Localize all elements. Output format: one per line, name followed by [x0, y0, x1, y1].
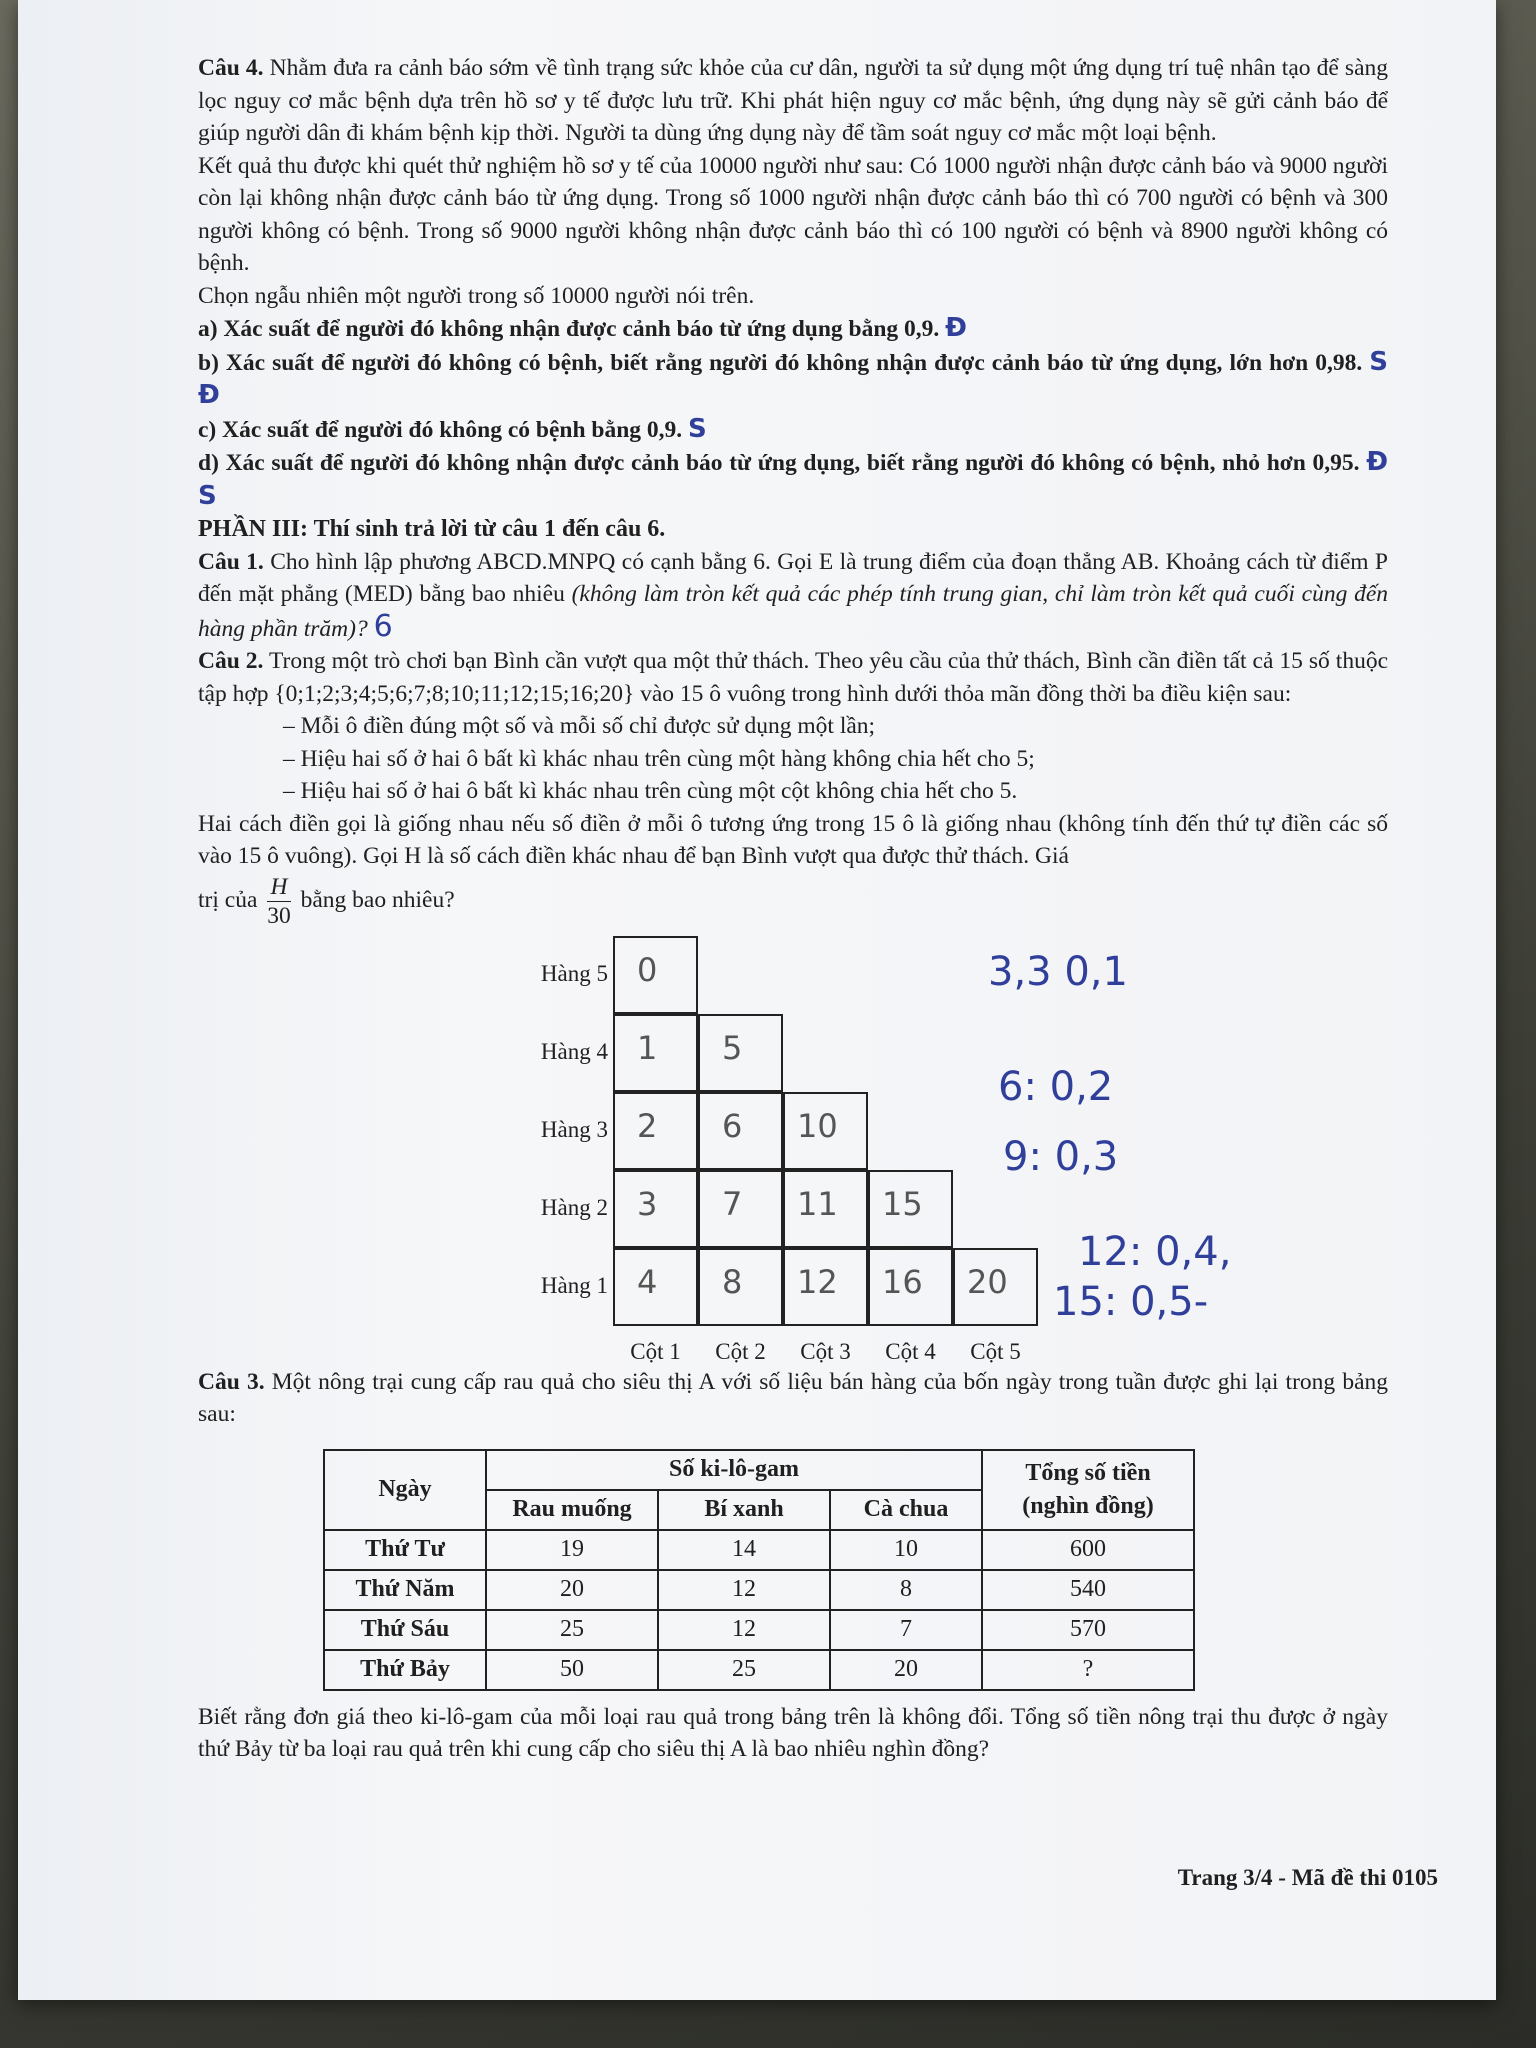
th-item-2: Bí xanh — [658, 1490, 830, 1530]
q2-condition-3: – Hiệu hai số ở hai ô bất kì khác nhau trên cùng một cột không chia hết cho 5. — [283, 778, 1018, 804]
q2-text: Câu 2. Trong một trò chơi bạn Bình cần vượt qua một thử thách. Theo yêu cầu của thử thách, Bình cần điền tất cả 15 số thuộc tập hợp {0;1;2;3;4;5;6;7;8;10;11;12;15;16;20} vào 15 ô vuông trong hình dưới thỏa mãn đồng thời ba điều kiện sau: — [198, 648, 1388, 707]
q1-text: Câu 1. Cho hình lập phương ABCD.MNPQ có cạnh bằng 6. Gọi E là trung điểm của đoạn thẳng AB. Khoảng cách từ điểm P đến mặt phẳng (MED) bằng bao nhiêu (không làm tròn kết quả các phép tính trung gian, chỉ làm tròn kết quả cuối cùng đến hàng phần trăm)? 6 — [198, 548, 1389, 644]
handwritten-mark-d: Đ S — [198, 447, 1389, 511]
cell-r2-c4: 15 — [868, 1170, 953, 1248]
q4-data: Kết quả thu được khi quét thử nghiệm hồ sơ y tế của 10000 người như sau: Có 1000 người nhận được cảnh báo và 9000 người còn lại không nhận được cảnh báo từ ứng dụng. Trong số 1000 người nhận được cảnh báo thì có 700 người có bệnh và 300 người không có bệnh. Trong số 9000 người không nhận được cảnh báo thì có 100 người có bệnh và 8900 người không có bệnh. — [198, 152, 1388, 276]
col-label-1: Cột 1 — [630, 1338, 681, 1364]
row-label-2: Hàng 2 — [540, 1194, 608, 1220]
row-label-1: Hàng 1 — [540, 1272, 608, 1298]
cell-r1-c4: 16 — [868, 1248, 953, 1326]
th-total: Tổng số tiền (nghìn đồng) — [982, 1450, 1194, 1530]
th-item-1: Rau muống — [486, 1490, 658, 1530]
table-row: Thứ Tư 19 14 10 600 — [324, 1530, 1194, 1570]
cell-r1-c1: 4 — [613, 1248, 698, 1326]
table-row: Thứ Sáu 25 12 7 570 — [324, 1610, 1194, 1650]
q4-item-b: b) Xác suất để người đó không có bệnh, biết rằng người đó không nhận được cảnh báo từ ứng dụng, lớn hơn 0,98. S Đ — [198, 346, 1389, 410]
fraction-h-over-30: $\frac{H}{30}$ — [267, 873, 291, 929]
q4-intro: Câu 4. Nhằm đưa ra cảnh báo sớm về tình trạng sức khỏe của cư dân, người ta sử dụng một ứng dụng trí tuệ nhân tạo để sàng lọc nguy cơ mắc bệnh dựa trên hồ sơ y tế được lưu trữ. Khi phát hiện nguy cơ mắc bệnh, ứng dụng này sẽ gửi cảnh báo để giúp người dân đi khám bệnh kịp thời. Người ta dùng ứng dụng này để tầm soát nguy cơ mắc một loại bệnh. — [198, 55, 1389, 146]
handwritten-note-1: 3,3 0,1 — [988, 948, 1128, 995]
q2-condition-2: – Hiệu hai số ở hai ô bất kì khác nhau trên cùng một hàng không chia hết cho 5; — [283, 745, 1035, 772]
handwritten-mark-b: S Đ — [198, 346, 1389, 410]
handwritten-mark-c: S — [688, 413, 707, 444]
handwritten-note-2: 6: 0,2 — [998, 1063, 1114, 1110]
page-content — [198, 52, 1438, 1890]
handwritten-answer-q1: 6 — [373, 608, 393, 644]
q4-item-c: c) Xác suất để người đó không có bệnh bằng 0,9. S — [198, 413, 707, 444]
q2-text3: trị của $\frac{H}{30}$ bằng bao nhiêu? — [198, 873, 455, 929]
cell-r1-c3: 12 — [783, 1248, 868, 1326]
handwritten-note-5: 15: 0,5- — [1053, 1278, 1209, 1325]
staircase-grid — [198, 936, 1388, 1366]
part3-heading: PHẦN III: Thí sinh trả lời từ câu 1 đến câu 6. — [198, 516, 666, 542]
th-day: Ngày — [324, 1450, 486, 1530]
q4-item-a: a) Xác suất để người đó không nhận được cảnh báo từ ứng dụng bằng 0,9. Đ — [198, 313, 967, 343]
handwritten-note-4: 12: 0,4, — [1078, 1228, 1232, 1275]
th-kg: Số ki-lô-gam — [486, 1450, 982, 1490]
q4-item-d: d) Xác suất để người đó không nhận được cảnh báo từ ứng dụng, biết rằng người đó không có bệnh, nhỏ hơn 0,95. Đ S — [198, 447, 1389, 511]
cell-r2-c1: 3 — [613, 1170, 698, 1248]
table-row: Thứ Năm 20 12 8 540 — [324, 1570, 1194, 1610]
sales-table — [323, 1449, 1195, 1691]
col-label-3: Cột 3 — [800, 1338, 851, 1364]
handwritten-mark-a: Đ — [945, 313, 967, 343]
q3-question: Biết rằng đơn giá theo ki-lô-gam của mỗi loại rau quả trong bảng trên là không đổi. Tổng số tiền nông trại thu được ở ngày thứ Bảy từ ba loại rau quả trên khi cung cấp cho siêu thị A là bao nhiêu nghìn đồng? — [198, 1703, 1388, 1762]
q3-text: Câu 3. Một nông trại cung cấp rau quả cho siêu thị A với số liệu bán hàng của bốn ngày trong tuần được ghi lại trong bảng sau: — [198, 1368, 1389, 1427]
cell-r5-c1: 0 — [613, 936, 698, 1014]
row-label-4: Hàng 4 — [540, 1038, 608, 1064]
q2-condition-1: – Mỗi ô điền đúng một số và mỗi số chỉ được sử dụng một lần; — [283, 713, 876, 739]
table-row: Thứ Bảy 50 25 20 ? — [324, 1650, 1194, 1690]
th-item-3: Cà chua — [830, 1490, 982, 1530]
cell-r2-c2: 7 — [698, 1170, 783, 1248]
q2-text2: Hai cách điền gọi là giống nhau nếu số điền ở mỗi ô tương ứng trong 15 ô là giống nhau (không tính đến thứ tự điền các số vào 15 ô vuông). Gọi H là số cách điền khác nhau để bạn Bình vượt qua được thử thách. Giá — [198, 810, 1388, 869]
exam-page — [18, 0, 1496, 2000]
cell-r1-c5: 20 — [953, 1248, 1038, 1326]
cell-r1-c2: 8 — [698, 1248, 783, 1326]
col-label-5: Cột 5 — [970, 1338, 1021, 1364]
q4-choose: Chọn ngẫu nhiên một người trong số 10000 người nói trên. — [198, 282, 755, 309]
cell-r4-c2: 5 — [698, 1014, 783, 1092]
col-label-4: Cột 4 — [885, 1338, 936, 1364]
row-label-3: Hàng 3 — [540, 1116, 608, 1142]
cell-r2-c3: 11 — [783, 1170, 868, 1248]
cell-r3-c2: 6 — [698, 1092, 783, 1170]
col-label-2: Cột 2 — [715, 1338, 766, 1364]
cell-r3-c1: 2 — [613, 1092, 698, 1170]
row-label-5: Hàng 5 — [540, 960, 608, 986]
cell-r4-c1: 1 — [613, 1014, 698, 1092]
page-footer: Trang 3/4 - Mã đề thi 0105 — [1177, 1865, 1438, 1890]
handwritten-note-3: 9: 0,3 — [1003, 1133, 1119, 1180]
cell-r3-c3: 10 — [783, 1092, 868, 1170]
